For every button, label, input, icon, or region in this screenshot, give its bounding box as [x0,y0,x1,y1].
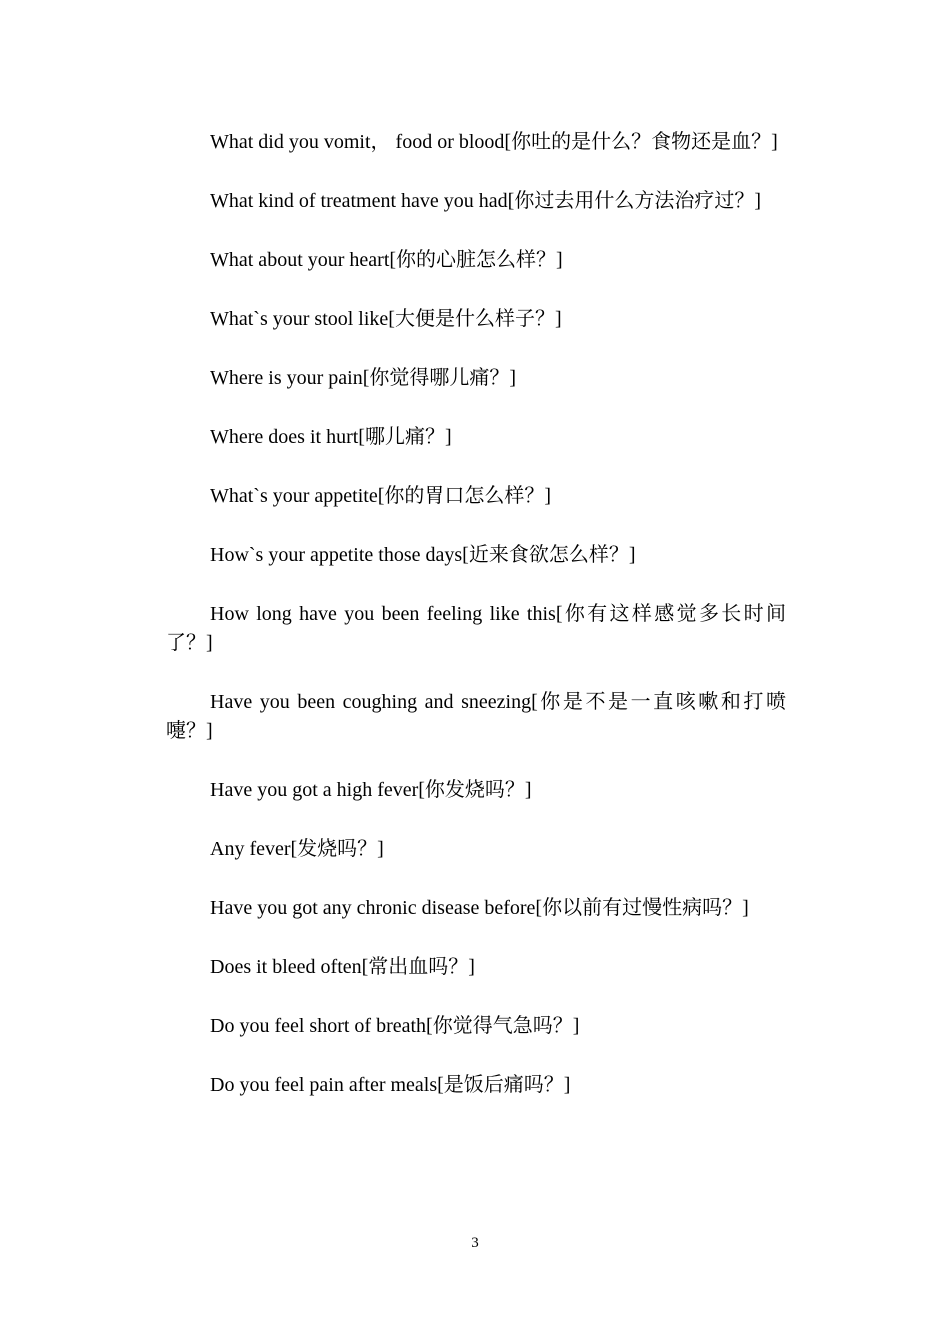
paragraph: How`s your appetite those days[近来食欲怎么样？] [210,544,636,566]
paragraph: What`s your stool like[大便是什么样子？] [210,308,562,330]
paragraph: Do you feel short of breath[你觉得气急吗？] [210,1015,580,1037]
paragraph: Does it bleed often[常出血吗？] [210,956,475,978]
paragraph: Any fever[发烧吗？] [210,838,384,860]
paragraph: Have you got a high fever[你发烧吗？] [210,779,532,801]
paragraph: Where is your pain[你觉得哪儿痛？] [210,367,517,389]
page-number: 3 [471,1235,479,1251]
document-body [166,128,786,1130]
paragraph: Have you got any chronic disease before[你以前有过慢性病吗？] [210,897,749,919]
paragraph: What`s your appetite[你的胃口怎么样？] [210,485,552,507]
paragraph: Where does it hurt[哪儿痛？] [210,426,452,448]
paragraph: Do you feel pain after meals[是饭后痛吗？] [210,1074,571,1096]
paragraph: What about your heart[你的心脏怎么样？] [210,249,563,271]
paragraph: What kind of treatment have you had[你过去用什么方法治疗过？] [210,190,761,212]
paragraph: Have you been coughing and sneezing[你是不是一直咳嗽和打喷嚏？] [166,691,786,742]
paragraph: How long have you been feeling like this[你有这样感觉多长时间了？] [166,603,786,654]
paragraph: What did you vomit， food or blood[你吐的是什么？食物还是血？] [210,131,778,153]
